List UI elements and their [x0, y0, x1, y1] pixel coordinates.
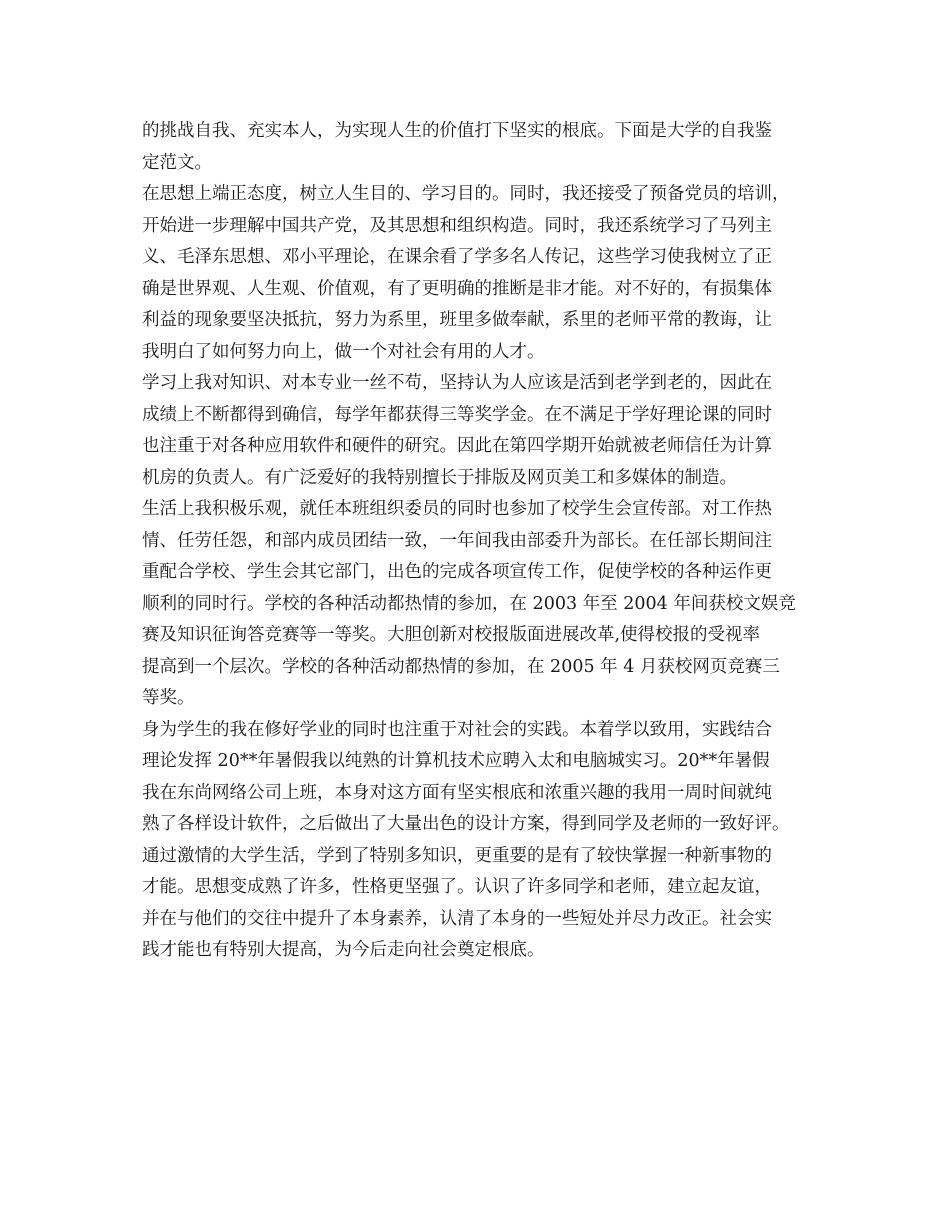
- text-line: 我明白了如何努力向上，做一个对社会有用的人才。: [142, 341, 545, 362]
- text-line: 提高到一个层次。学校的各种活动都热情的参加，在 2005 年 4 月获校网页竞赛三: [142, 656, 780, 677]
- text-line: 顺利的同时行。学校的各种活动都热情的参加，在 2003 年至 2004 年间获校文娱竞: [142, 593, 796, 614]
- text-line: 成绩上不断都得到确信，每学年都获得三等奖学金。在不满足于学好理论课的同时: [142, 404, 772, 425]
- text-line: 学习上我对知识、对本专业一丝不苟，坚持认为人应该是活到老学到老的，因此在: [142, 373, 772, 393]
- text-line: 义、毛泽东思想、邓小平理论，在课余看了学多名人传记，这些学习使我树立了正: [142, 247, 772, 267]
- text-line: 开始进一步理解中国共产党，及其思想和组织构造。同时，我还系统学习了马列主: [142, 215, 772, 236]
- text-line: 在思想上端正态度，树立人生目的、学习目的。同时，我还接受了预备党员的培训，: [142, 184, 790, 204]
- text-line: 情、任劳任怨，和部内成员团结一致，一年间我由部委升为部长。在任部长期间注: [142, 530, 772, 551]
- text-line: 生活上我积极乐观，就任本班组织委员的同时也参加了校学生会宣传部。对工作热: [142, 499, 772, 519]
- text-line: 定范文。: [142, 152, 212, 173]
- text-line: 等奖。: [142, 688, 195, 708]
- text-line: 践才能也有特别大提高，为今后走向社会奠定根底。: [142, 940, 545, 960]
- text-line: 确是世界观、人生观、价值观，有了更明确的推断是非才能。对不好的，有损集体: [142, 278, 772, 299]
- text-line: 赛及知识征询答竞赛等一等奖。大胆创新对校报版面进展改革,使得校报的受视率: [142, 625, 761, 645]
- text-line: 熟了各样设计软件，之后做出了大量出色的设计方案，得到同学及老师的一致好评。: [142, 814, 790, 834]
- text-line: 利益的现象要坚决抵抗，努力为系里，班里多做奉献，系里的老师平常的教诲，让: [142, 310, 772, 330]
- text-line: 才能。思想变成熟了许多，性格更坚强了。认识了许多同学和老师，建立起友谊，: [142, 877, 772, 897]
- text-line: 通过激情的大学生活，学到了特别多知识，更重要的是有了较快掌握一种新事物的: [142, 845, 772, 866]
- text-line: 并在与他们的交往中提升了本身素养，认清了本身的一些短处并尽力改正。社会实: [142, 908, 772, 929]
- text-line: 也注重于对各种应用软件和硬件的研究。因此在第四学期开始就被老师信任为计算: [142, 436, 772, 456]
- text-line: 重配合学校、学生会其它部门，出色的完成各项宣传工作，促使学校的各种运作更: [142, 562, 772, 582]
- text-line: 我在东尚网络公司上班，本身对这方面有坚实根底和浓重兴趣的我用一周时间就纯: [142, 782, 772, 803]
- text-line: 的挑战自我、充实本人，为实现人生的价值打下坚实的根底。下面是大学的自我鉴: [142, 121, 772, 141]
- text-line: 机房的负责人。有广泛爱好的我特别擅长于排版及网页美工和多媒体的制造。: [142, 467, 737, 488]
- text-line: 理论发挥 20**年暑假我以纯熟的计算机技术应聘入太和电脑城实习。20**年暑假: [142, 751, 770, 771]
- text-line: 身为学生的我在修好学业的同时也注重于对社会的实践。本着学以致用，实践结合: [142, 719, 772, 740]
- document-body: [142, 116, 822, 967]
